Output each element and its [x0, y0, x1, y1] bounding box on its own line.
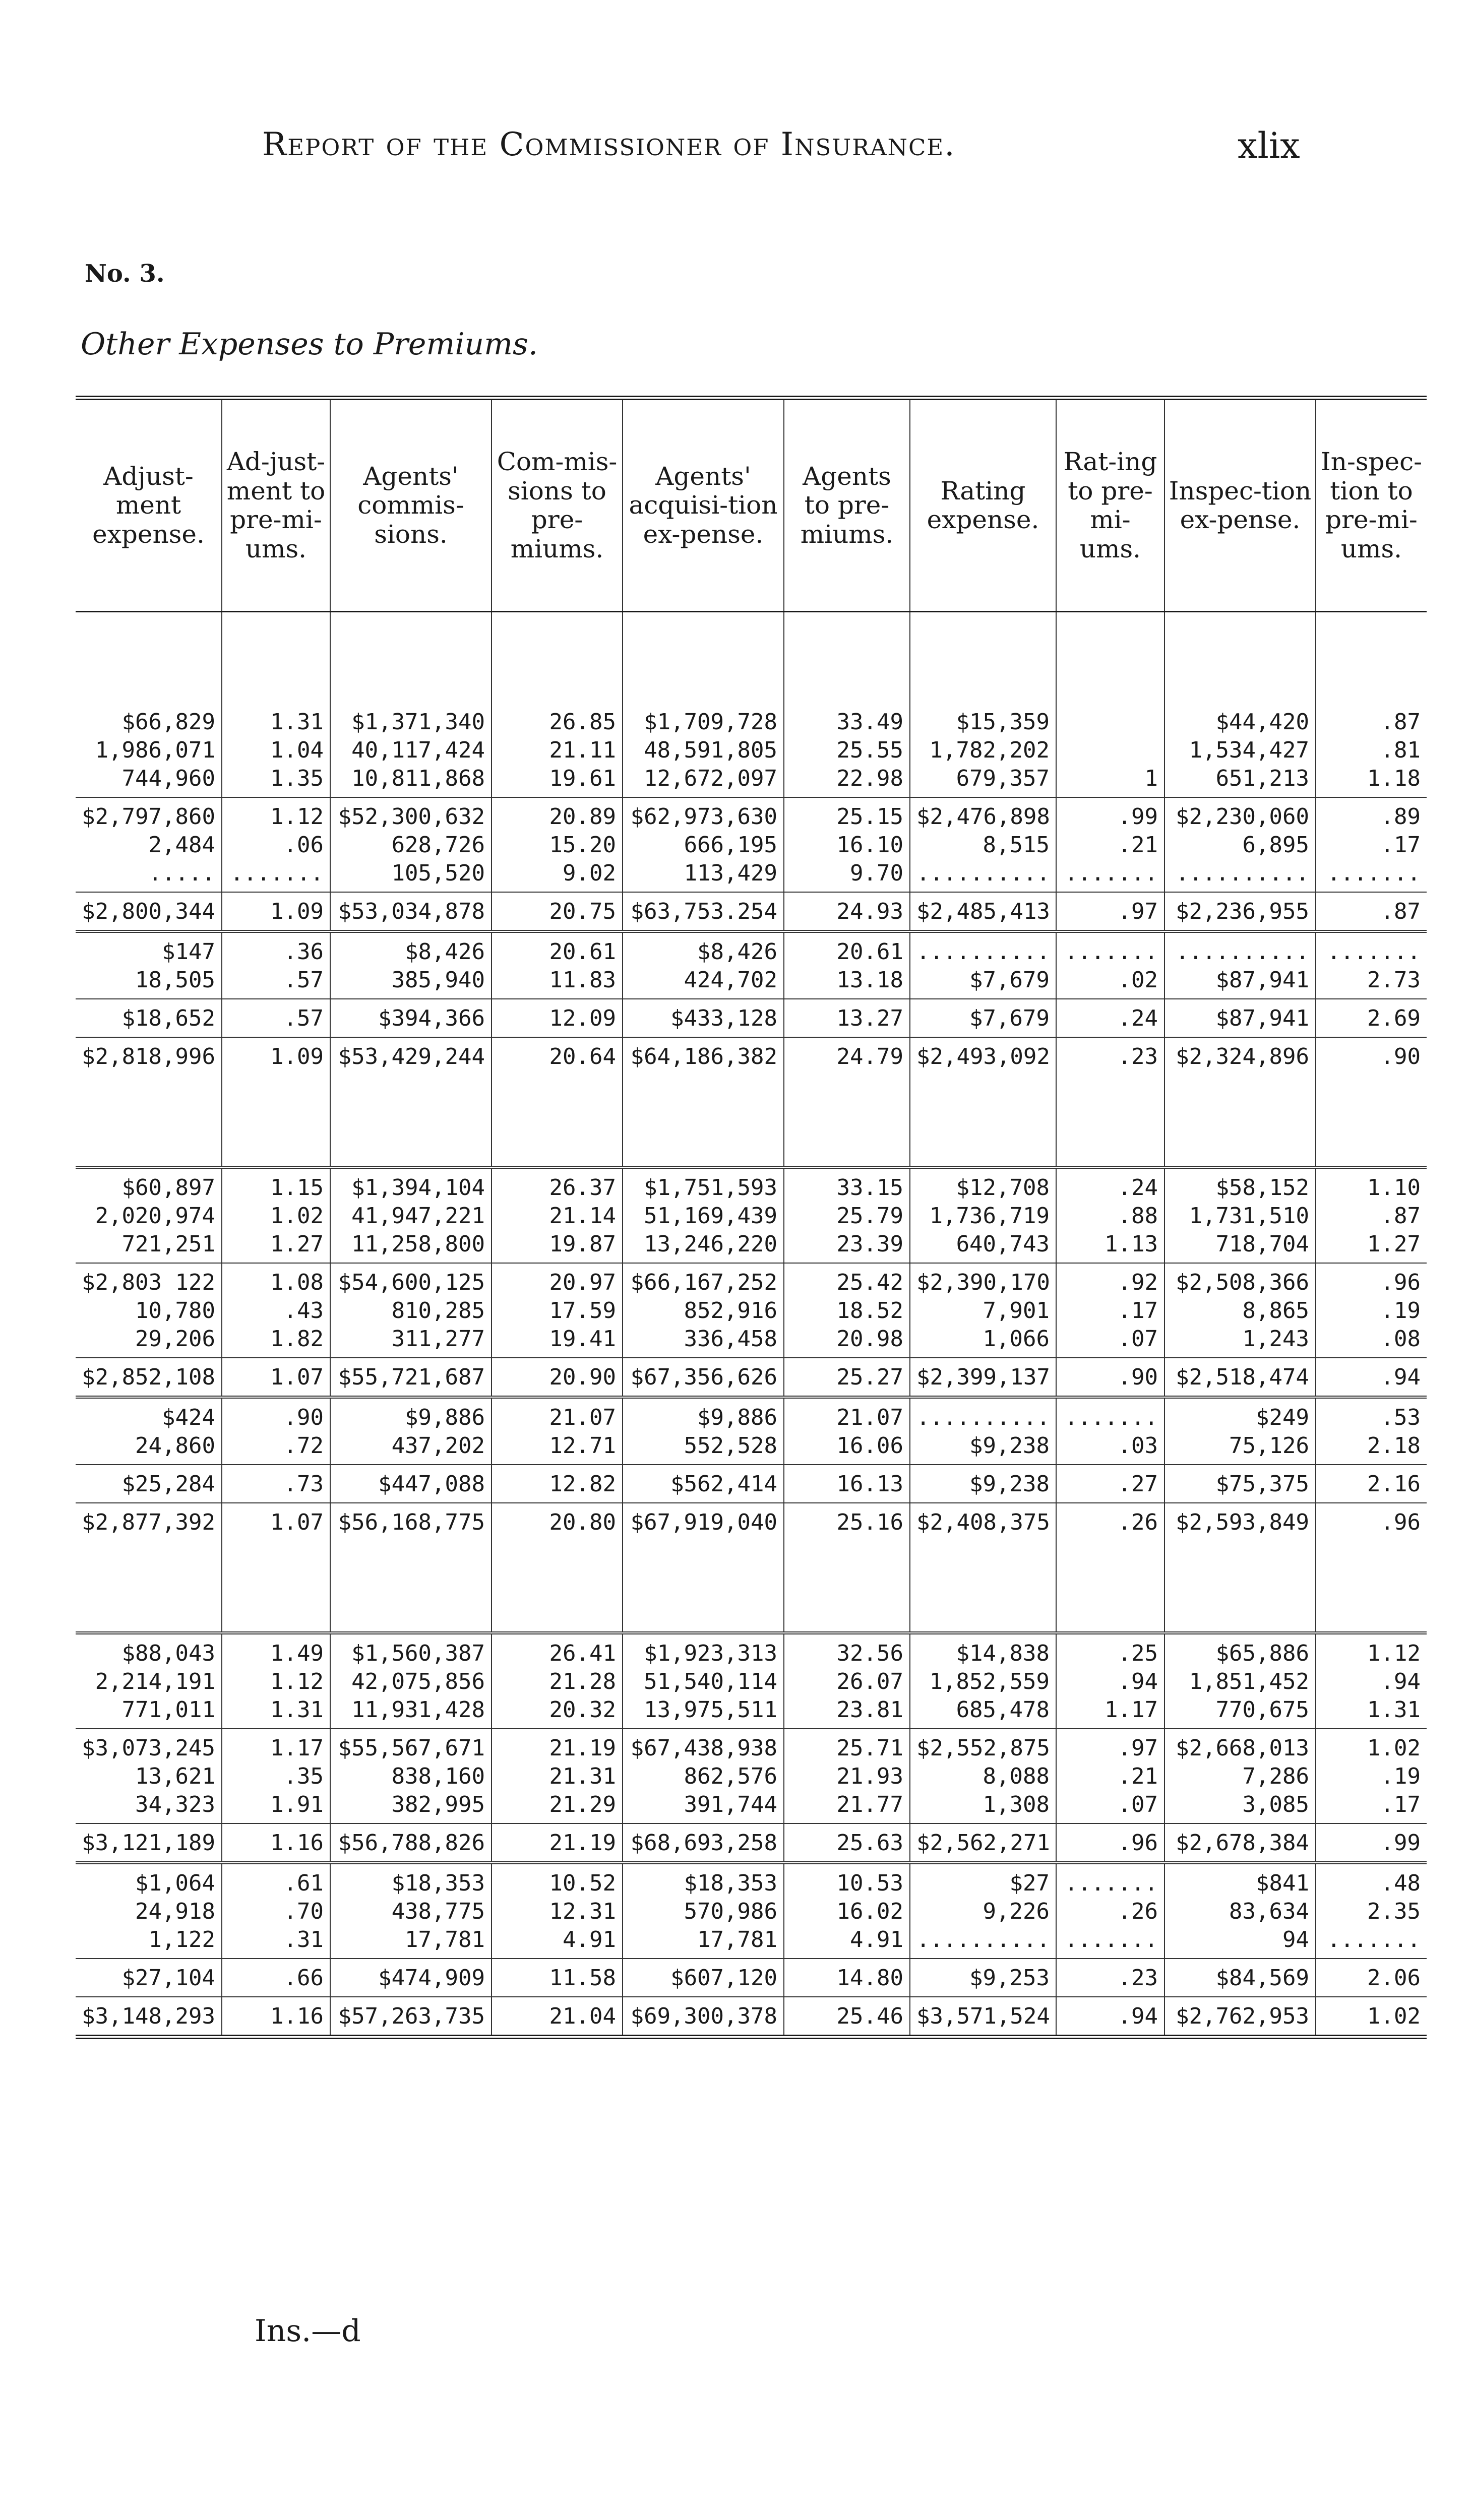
table-cell: 21.19 — [492, 1823, 623, 1863]
table-cell: 1.49 1.12 1.31 — [222, 1633, 330, 1729]
table-row — [76, 1465, 1427, 1503]
table-cell: $2,408,375 — [910, 1503, 1056, 1541]
table-cell: 1.07 — [222, 1503, 330, 1541]
table-cell: $2,800,344 — [76, 892, 222, 931]
table-cell: $9,253 — [910, 1959, 1056, 1997]
table-cell: ....... 2.73 — [1316, 931, 1427, 999]
table-cell: $27,104 — [76, 1959, 222, 1997]
spacer-cell — [1316, 1075, 1427, 1167]
table-row — [76, 1959, 1427, 1997]
table-cell: 1.12 .94 1.31 — [1316, 1633, 1427, 1729]
col-header-agents-to-premiums: Agents to pre-miums. — [784, 398, 910, 612]
table-cell: $1,394,104 41,947,221 11,258,800 — [330, 1167, 492, 1263]
table-cell: $25,284 — [76, 1465, 222, 1503]
table-cell: $1,064 24,918 1,122 — [76, 1863, 222, 1959]
table-row — [76, 1633, 1427, 1729]
spacer-cell — [1316, 612, 1427, 704]
table-cell: $75,375 — [1164, 1465, 1316, 1503]
table-cell: $2,877,392 — [76, 1503, 222, 1541]
col-header-commissions-to-premiums: Com-mis-sions to pre-miums. — [492, 398, 623, 612]
table-cell: $3,121,189 — [76, 1823, 222, 1863]
table-cell: $2,562,271 — [910, 1823, 1056, 1863]
table-cell: $9,238 — [910, 1465, 1056, 1503]
table-cell: 1.07 — [222, 1358, 330, 1397]
table-cell: .25 .94 1.17 — [1056, 1633, 1164, 1729]
table-cell: .96 — [1056, 1823, 1164, 1863]
table-cell: 1.02 — [1316, 1997, 1427, 2037]
table-cell: $2,762,953 — [1164, 1997, 1316, 2037]
table-row — [76, 931, 1427, 999]
table-cell: $3,571,524 — [910, 1997, 1056, 2037]
table-cell: .89 .17 ....... — [1316, 797, 1427, 892]
table-cell: 2.06 — [1316, 1959, 1427, 1997]
table-cell: .92 .17 .07 — [1056, 1263, 1164, 1358]
table-cell: $607,120 — [623, 1959, 784, 1997]
table-cell: $2,476,898 8,515 .......... — [910, 797, 1056, 892]
table-cell: .87 .81 1.18 — [1367, 709, 1421, 791]
table-cell: $2,668,013 7,286 3,085 — [1164, 1729, 1316, 1823]
table-cell: $2,552,875 8,088 1,308 — [910, 1729, 1056, 1823]
table-cell: $67,356,626 — [623, 1358, 784, 1397]
table-row — [76, 1863, 1427, 1959]
table-cell: $1,923,313 51,540,114 13,975,511 — [623, 1633, 784, 1729]
spacer-cell — [492, 1075, 623, 1167]
table-cell: .99 — [1316, 1823, 1427, 1863]
table-row — [76, 1358, 1427, 1397]
table-cell: 21.04 — [492, 1997, 623, 2037]
table-cell: $249 75,126 — [1164, 1397, 1316, 1465]
table-cell: 26.85 21.11 19.61 — [492, 703, 623, 797]
table-row — [76, 1397, 1427, 1465]
table-cell: .......... $87,941 — [1164, 931, 1316, 999]
table-cell: .......... $7,679 — [910, 931, 1056, 999]
table-cell: ....... .02 — [1056, 931, 1164, 999]
table-cell: $433,128 — [623, 999, 784, 1037]
table-cell: 16.13 — [784, 1465, 910, 1503]
table-cell: $55,567,671 838,160 382,995 — [330, 1729, 492, 1823]
table-number: No. 3. — [85, 260, 165, 288]
table-cell: $394,366 — [330, 999, 492, 1037]
table-cell: $88,043 2,214,191 771,011 — [76, 1633, 222, 1729]
spacer-cell — [784, 612, 910, 704]
table-cell: .87 — [1316, 892, 1427, 931]
spacer-cell — [222, 1075, 330, 1167]
table-cell: 1.12 .06 ....... — [222, 797, 330, 892]
table-cell: $2,518,474 — [1164, 1358, 1316, 1397]
table-row — [76, 1263, 1427, 1358]
col-header-inspection-expense: Inspec-tion ex-pense. — [1164, 398, 1316, 612]
spacer-cell — [910, 1541, 1056, 1633]
table-cell: $18,652 — [76, 999, 222, 1037]
table-cell: $67,919,040 — [623, 1503, 784, 1541]
table-cell: $18,353 438,775 17,781 — [330, 1863, 492, 1959]
table-cell: $65,886 1,851,452 770,675 — [1164, 1633, 1316, 1729]
table-cell: $62,973,630 666,195 113,429 — [623, 797, 784, 892]
spacer-cell — [1164, 612, 1316, 704]
table-cell: 25.27 — [784, 1358, 910, 1397]
table-cell: $64,186,382 — [623, 1037, 784, 1075]
table-cell: $7,679 — [910, 999, 1056, 1037]
table-row — [76, 999, 1427, 1037]
table-cell: 1.16 — [222, 1997, 330, 2037]
table-cell: $2,390,170 7,901 1,066 — [910, 1263, 1056, 1358]
table-cell: $2,485,413 — [910, 892, 1056, 931]
table-cell: 26.37 21.14 19.87 — [492, 1167, 623, 1263]
page-footer-signature: Ins.—d — [255, 2313, 361, 2349]
table-cell: $841 83,634 94 — [1164, 1863, 1316, 1959]
table-cell: .24 — [1056, 999, 1164, 1037]
spacer-cell — [623, 612, 784, 704]
col-header-agents-commissions: Agents' commis-sions. — [330, 398, 492, 612]
table-cell: .90 — [1056, 1358, 1164, 1397]
table-cell: 24.79 — [784, 1037, 910, 1075]
table-row — [76, 1823, 1427, 1863]
table-cell: .36 .57 — [222, 931, 330, 999]
table-cell: $66,167,252 852,916 336,458 — [623, 1263, 784, 1358]
table-cell: $18,353 570,986 17,781 — [623, 1863, 784, 1959]
col-header-rating-expense: Rating expense. — [910, 398, 1056, 612]
spacer-cell — [1316, 1541, 1427, 1633]
table-cell: 10.52 12.31 4.91 — [492, 1863, 623, 1959]
table-cell: $424 24,860 — [76, 1397, 222, 1465]
table-cell: $447,088 — [330, 1465, 492, 1503]
table-cell: .94 — [1316, 1358, 1427, 1397]
table-cell: $58,152 1,731,510 718,704 — [1164, 1167, 1316, 1263]
spacer-cell — [1056, 1541, 1164, 1633]
table-cell: .97 .21 .07 — [1056, 1729, 1164, 1823]
table-cell: .23 — [1056, 1037, 1164, 1075]
spacer-cell — [910, 612, 1056, 704]
table-cell: 12.82 — [492, 1465, 623, 1503]
table-cell: 13.27 — [784, 999, 910, 1037]
table-row — [76, 1997, 1427, 2037]
table-cell: $2,508,366 8,865 1,243 — [1164, 1263, 1316, 1358]
table-row — [76, 1037, 1427, 1075]
table-cell: .23 — [1056, 1959, 1164, 1997]
spacer-cell — [1164, 1075, 1316, 1167]
table-cell: 12.09 — [492, 999, 623, 1037]
table-cell: $2,803 122 10,780 29,206 — [76, 1263, 222, 1358]
spacer-cell — [784, 1075, 910, 1167]
table-cell: $147 18,505 — [76, 931, 222, 999]
table-cell: .57 — [222, 999, 330, 1037]
table-cell: 14.80 — [784, 1959, 910, 1997]
table-cell: $1,371,340 40,117,424 10,811,868 — [330, 703, 492, 797]
table-cell: $52,300,632 628,726 105,520 — [330, 797, 492, 892]
table-cell: 1 — [1056, 703, 1164, 797]
table-row — [76, 1729, 1427, 1823]
table-cell: $2,399,137 — [910, 1358, 1056, 1397]
table-cell: 21.07 16.06 — [784, 1397, 910, 1465]
spacer-cell — [76, 1075, 222, 1167]
table-cell: $66,829 1,986,071 744,960 — [76, 703, 222, 797]
table-body — [76, 612, 1427, 2037]
table-cell: $562,414 — [623, 1465, 784, 1503]
table-cell: .61 .70 .31 — [222, 1863, 330, 1959]
table-cell: .73 — [222, 1465, 330, 1503]
table-cell: $3,148,293 — [76, 1997, 222, 2037]
table-cell: $2,678,384 — [1164, 1823, 1316, 1863]
table-cell: .90 — [1316, 1037, 1427, 1075]
page-number: xlix — [1238, 125, 1300, 166]
table-cell: $2,797,860 2,484 ..... — [76, 797, 222, 892]
table-cell: $68,693,258 — [623, 1823, 784, 1863]
table-cell: 1.31 1.04 1.35 — [222, 703, 330, 797]
table-cell: 10.53 16.02 4.91 — [784, 1863, 910, 1959]
spacer-cell — [222, 612, 330, 704]
table-cell: .66 — [222, 1959, 330, 1997]
table-row — [76, 797, 1427, 892]
table-cell: 1.09 — [222, 892, 330, 931]
table-cell: $2,324,896 — [1164, 1037, 1316, 1075]
table-cell: $56,788,826 — [330, 1823, 492, 1863]
table-cell: 20.89 15.20 9.02 — [492, 797, 623, 892]
spacer-cell — [76, 612, 222, 704]
table-cell: .48 2.35 ....... — [1316, 1863, 1427, 1959]
table-cell: 25.42 18.52 20.98 — [784, 1263, 910, 1358]
table-cell: $1,560,387 42,075,856 11,931,428 — [330, 1633, 492, 1729]
table-cell: .96 — [1316, 1503, 1427, 1541]
col-header-agents-acquisition-expense: Agents' acquisi-tion ex-pense. — [623, 398, 784, 612]
table-cell: 20.64 — [492, 1037, 623, 1075]
spacer-cell — [784, 1541, 910, 1633]
spacer-cell — [623, 1075, 784, 1167]
table-subtitle: Other Expenses to Premiums. — [81, 327, 538, 362]
table-cell: 25.71 21.93 21.77 — [784, 1729, 910, 1823]
table-cell: $8,426 385,940 — [330, 931, 492, 999]
table-cell: $53,034,878 — [330, 892, 492, 931]
spacer-cell — [1056, 612, 1164, 704]
table-cell: $44,420 1,534,427 651,213 — [1164, 703, 1316, 797]
table-cell: $63,753.254 — [623, 892, 784, 931]
table-cell: $2,593,849 — [1164, 1503, 1316, 1541]
table-cell: $15,359 1,782,202 679,357 — [910, 703, 1056, 797]
table-cell: $27 9,226 .......... — [910, 1863, 1056, 1959]
table-row — [76, 1167, 1427, 1263]
table-cell: .94 — [1056, 1997, 1164, 2037]
table-cell: $87,941 — [1164, 999, 1316, 1037]
table-cell: $1,709,728 48,591,805 12,672,097 — [623, 703, 784, 797]
table-cell: 20.75 — [492, 892, 623, 931]
table-cell: $2,852,108 — [76, 1358, 222, 1397]
table-cell: 32.56 26.07 23.81 — [784, 1633, 910, 1729]
table-cell: 1.15 1.02 1.27 — [222, 1167, 330, 1263]
table-cell: 11.58 — [492, 1959, 623, 1997]
table-cell: 1.08 .43 1.82 — [222, 1263, 330, 1358]
table-cell: 20.97 17.59 19.41 — [492, 1263, 623, 1358]
table-cell: 33.49 25.55 22.98 — [784, 703, 910, 797]
table-cell: 33.15 25.79 23.39 — [784, 1167, 910, 1263]
table-cell: $67,438,938 862,576 391,744 — [623, 1729, 784, 1823]
table-cell: .26 — [1056, 1503, 1164, 1541]
col-header-inspection-to-premiums: In-spec-tion to pre-mi-ums. — [1316, 398, 1427, 612]
table-cell: $69,300,378 — [623, 1997, 784, 2037]
table-cell: 20.90 — [492, 1358, 623, 1397]
table-cell: .97 — [1056, 892, 1164, 931]
table-cell: 2.69 — [1316, 999, 1427, 1037]
table-cell: ....... .26 ....... — [1056, 1863, 1164, 1959]
table-cell: 2.16 — [1316, 1465, 1427, 1503]
table-cell: $57,263,735 — [330, 1997, 492, 2037]
table-cell: .......... $9,238 — [910, 1397, 1056, 1465]
table-cell: 1.02 .19 .17 — [1316, 1729, 1427, 1823]
table-cell: 1.09 — [222, 1037, 330, 1075]
spacer-cell — [492, 1541, 623, 1633]
table-cell: 1.16 — [222, 1823, 330, 1863]
table-cell: $8,426 424,702 — [623, 931, 784, 999]
table-cell: 21.19 21.31 21.29 — [492, 1729, 623, 1823]
table-row — [76, 703, 1427, 797]
table-cell: $9,886 552,528 — [623, 1397, 784, 1465]
spacer-cell — [222, 1541, 330, 1633]
spacer-row — [76, 1541, 1427, 1633]
table-cell: 20.80 — [492, 1503, 623, 1541]
table-cell: $2,818,996 — [76, 1037, 222, 1075]
table-cell: $60,897 2,020,974 721,251 — [76, 1167, 222, 1263]
table-cell: $9,886 437,202 — [330, 1397, 492, 1465]
table-row — [76, 1503, 1427, 1541]
table-cell: .99 .21 ....... — [1056, 797, 1164, 892]
table-cell: .24 .88 1.13 — [1056, 1167, 1164, 1263]
spacer-cell — [910, 1075, 1056, 1167]
table-cell: 26.41 21.28 20.32 — [492, 1633, 623, 1729]
table-cell: $474,909 — [330, 1959, 492, 1997]
expense-table — [76, 396, 1427, 2039]
table-cell: 24.93 — [784, 892, 910, 931]
table-cell: $56,168,775 — [330, 1503, 492, 1541]
table-cell: $54,600,125 810,285 311,277 — [330, 1263, 492, 1358]
spacer-row — [76, 612, 1427, 704]
spacer-cell — [623, 1541, 784, 1633]
spacer-cell — [1164, 1541, 1316, 1633]
table-cell: 21.07 12.71 — [492, 1397, 623, 1465]
table-cell: $2,236,955 — [1164, 892, 1316, 931]
col-header-rating-to-premiums: Rat-ing to pre-mi-ums. — [1056, 398, 1164, 612]
table-cell: 20.61 13.18 — [784, 931, 910, 999]
table-cell: $55,721,687 — [330, 1358, 492, 1397]
table-cell: .96 .19 .08 — [1316, 1263, 1427, 1358]
table-cell: $1,751,593 51,169,439 13,246,220 — [623, 1167, 784, 1263]
table-cell: $2,230,060 6,895 .......... — [1164, 797, 1316, 892]
table-cell: $3,073,245 13,621 34,323 — [76, 1729, 222, 1823]
table-cell: ....... .03 — [1056, 1397, 1164, 1465]
table-cell: $53,429,244 — [330, 1037, 492, 1075]
table-cell: $14,838 1,852,559 685,478 — [910, 1633, 1056, 1729]
table-cell: 25.46 — [784, 1997, 910, 2037]
col-header-adjustment-expense: Adjust-ment expense. — [76, 398, 222, 612]
table-cell: .27 — [1056, 1465, 1164, 1503]
spacer-cell — [1056, 1075, 1164, 1167]
spacer-cell — [492, 612, 623, 704]
table-cell: $2,493,092 — [910, 1037, 1056, 1075]
spacer-cell — [330, 1541, 492, 1633]
spacer-row — [76, 1075, 1427, 1167]
table-cell: $12,708 1,736,719 640,743 — [910, 1167, 1056, 1263]
page-header-title: Report of the Commissioner of Insurance. — [262, 126, 956, 163]
table-cell: 25.63 — [784, 1823, 910, 1863]
header-row — [76, 398, 1427, 612]
table-cell: 1.10 .87 1.27 — [1316, 1167, 1427, 1263]
col-header-adjustment-to-premiums: Ad-just-ment to pre-mi-ums. — [222, 398, 330, 612]
spacer-cell — [330, 1075, 492, 1167]
table-cell: 1.17 .35 1.91 — [222, 1729, 330, 1823]
table-cell: .53 2.18 — [1316, 1397, 1427, 1465]
table-cell: $84,569 — [1164, 1959, 1316, 1997]
table-cell: .90 .72 — [222, 1397, 330, 1465]
table-cell: 20.61 11.83 — [492, 931, 623, 999]
table-cell: 25.16 — [784, 1503, 910, 1541]
table-cell: 25.15 16.10 9.70 — [784, 797, 910, 892]
spacer-cell — [76, 1541, 222, 1633]
table-row — [76, 892, 1427, 931]
spacer-cell — [330, 612, 492, 704]
